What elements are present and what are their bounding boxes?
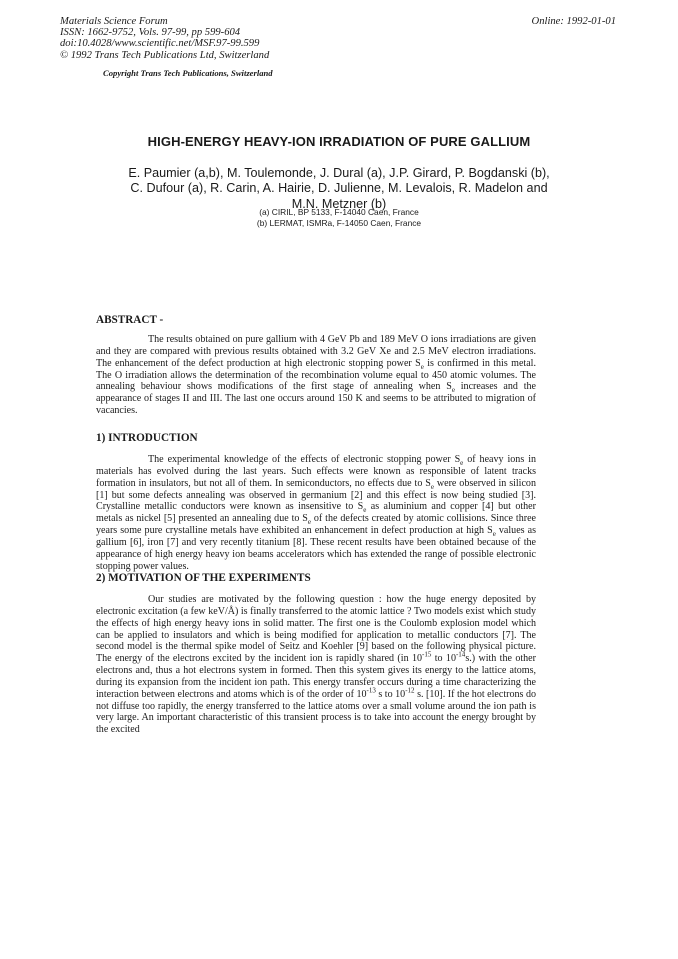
journal-name: Materials Science Forum (60, 16, 168, 27)
journal-header (60, 16, 269, 61)
doi-line[interactable]: doi:10.4028/www.scientific.net/MSF.97-99.599 (60, 38, 260, 50)
motivation-body: Our studies are motivated by the following question : how the huge energy deposited by electronic excitation (a few keV/Å) is finally transferred to the atomic lattice ? Two models exist which study the effects of high energy heavy ions in solid matter. The first one is the Coulomb explosion model which can be applied to insulators and which is being modified for application to metallic conductors [7]. The second model is the thermal spike model of Seitz and Koehler [9] based on the following physical picture. The energy of the electrons excited by the incident ion is rapidly shared (in $10^{-15}$ to $10^{-14}s$.) with the other electrons and, thus a hot electrons system in formed. Then this system gives its energy to the lattice atoms, during its expansion from the incident ion path. This energy transfer occurs during a time characterizing the interaction between electrons and atoms which is of the order of $10^{-13}$ s to $10^{-12}$ s. [10]. If the hot electrons do not diffuse too rapidly, the energy transferred to the lattice atoms over a small volume around the ion path is very large. An important characteristic of this transient process is to take into account the energy brought by the excited (96, 594, 537, 736)
publisher-copyright: © 1992 Trans Tech Publications Ltd, Switzerland (60, 49, 270, 61)
authors-line: M.N. Metzner (b) (291, 196, 387, 211)
author-list (92, 166, 586, 212)
introduction-heading: 1) INTRODUCTION (96, 432, 198, 444)
paper-title: HIGH-ENERGY HEAVY-ION IRRADIATION OF PURE GALLIUM (147, 134, 531, 149)
abstract-body: The results obtained on pure gallium with 4 GeV Pb and 189 MeV O ions irradiations are given and they are compared with previous results obtained with 3.2 GeV Xe and 2.5 MeV electron irradiations. The enhancement of the defect production at high electronic stopping power $S_e$ is confirmed in this metal. The O irradiation allows the determination of the recombination volume equal to 450 atomic volumes. The annealing behaviour shows modifications of the first stage of annealing when $S_e$ increases and the appearance of stages II and III. The last one occurs around 150 K and seems to be attributed to migration of vacancies. (96, 334, 536, 417)
motivation-heading: 2) MOTIVATION OF THE EXPERIMENTS (96, 572, 311, 584)
authors-line: C. Dufour (a), R. Carin, A. Hairie, D. Julienne, M. Levalois, R. Madelon and (130, 181, 548, 196)
copyright-line: Copyright Trans Tech Publications, Switzerland (103, 68, 273, 78)
affiliation-a: (a) CIRIL, BP 5133, F-14040 Caen, France (259, 207, 419, 217)
authors-line: E. Paumier (a,b), M. Toulemonde, J. Dural (a), J.P. Girard, P. Bogdanski (b), (128, 166, 550, 180)
abstract-heading: ABSTRACT - (96, 314, 164, 326)
introduction-body: The experimental knowledge of the effects of electronic stopping power $S_e$ of heavy ions in materials has evolved during the last years. Such effects were known as responsible of latent tracks formation in insulators, but not all of them. In semiconductors, no effects due to $S_e$ were observed in silicon [1] but some defects annealing was observed in germanium [2] and this effect is now being studied [3]. Crystalline metallic conductors were known as insensitive to $S_e$ as aluminium and copper [4] but other metals as nickel [5] presented an annealing due to $S_e$ of the defects created by atomic collisions. Since three years some pure crystalline metals have exhibited an enhancement in defect production at high $S_e$ values as gallium [6], iron [7] and very recently titanium [8]. These recent results have been obtained because of the appearance of high energy heavy ion beams accelerators which has extended the range of possible electronic stopping power values. (96, 454, 537, 572)
affiliation-b: (b) LERMAT, ISMRa, F-14050 Caen, France (256, 218, 422, 228)
online-date: Online: 1992-01-01 (531, 16, 616, 27)
issn-line: ISSN: 1662-9752, Vols. 97-99, pp 599-604 (60, 27, 241, 39)
